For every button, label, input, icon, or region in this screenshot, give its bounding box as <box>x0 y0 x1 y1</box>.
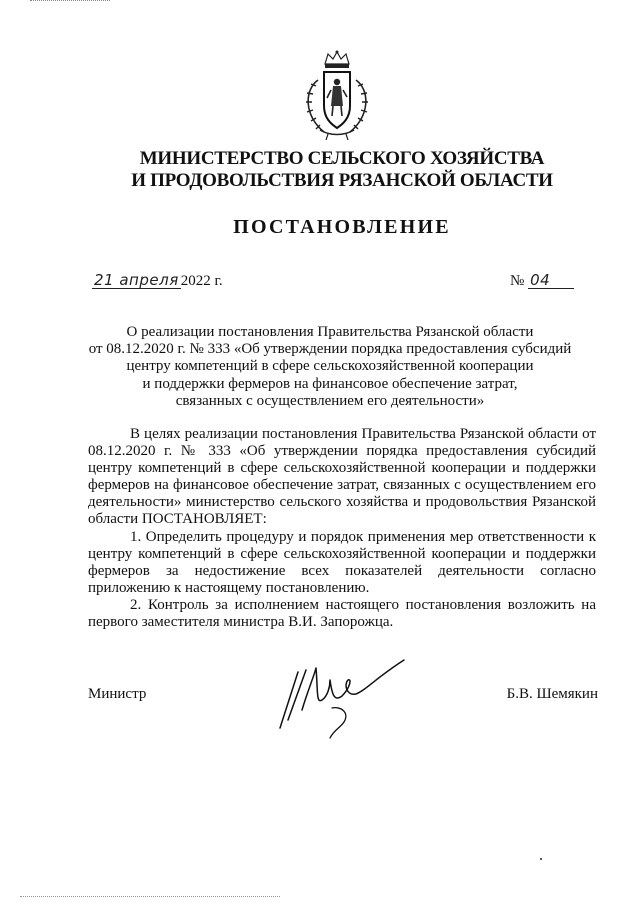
body-paragraph-item-2: 2. Контроль за исполнением настоящего постановления возложить на первого заместителя министра В.И. Запорожца. <box>88 596 596 631</box>
signature-block <box>88 686 598 710</box>
decree-subject <box>80 324 580 410</box>
printed-year: 2022 г. <box>180 273 223 289</box>
body-paragraph-item-1: 1. Определить процедуру и порядок применения мер ответственности к центру компетенций в сфере сельскохозяйственной кооперации и поддержки фермеров за недостижение всех показателей деятельности согласно приложению к настоящему постановлению. <box>88 528 596 596</box>
decree-date <box>92 272 223 292</box>
bottom-rule <box>20 896 280 897</box>
coat-of-arms-icon <box>298 50 376 140</box>
signatory-name: Б.В. Шемякин <box>506 686 598 702</box>
corner-mark <box>30 0 110 7</box>
subject-line: и поддержки фермеров на финансовое обеспечение затрат, <box>142 375 518 392</box>
ministry-name-line2: И ПРОДОВОЛЬСТВИЯ РЯЗАНСКОЙ ОБЛАСТИ <box>131 170 553 191</box>
handwritten-number: 04 <box>528 272 574 289</box>
ministry-name-line1: МИНИСТЕРСТВО СЕЛЬСКОГО ХОЗЯЙСТВА <box>139 148 545 169</box>
subject-line: О реализации постановления Правительства Рязанской области <box>126 324 534 340</box>
scan-speck <box>540 858 542 860</box>
document-type-title: ПОСТАНОВЛЕНИЕ <box>233 216 451 238</box>
handwritten-date: 21 апреля <box>94 271 179 289</box>
body-paragraph-preamble: В целях реализации постановления Правительства Рязанской области от 08.12.2020 г. № 333 «Об утверждении порядка предоставления субсидий центру компетенций в сфере сельскохозяйственной кооперации и поддержки фермеров на финансовое обеспечение затрат, связанных с осуществлением его деятельности» министерство сельского хозяйства и продовольствия Рязанской области ПОСТАНОВЛЯЕТ: <box>88 426 596 528</box>
subject-line: связанных с осуществлением его деятельности» <box>175 392 485 409</box>
subject-line: центру компетенций в сфере сельскохозяйственной кооперации <box>126 358 534 375</box>
subject-line: от 08.12.2020 г. № 333 «Об утверждении порядка предоставления субсидий <box>88 341 572 358</box>
signatory-role: Министр <box>88 686 147 702</box>
decree-body <box>88 426 596 631</box>
number-label: № <box>510 273 525 289</box>
decree-number <box>510 272 574 292</box>
